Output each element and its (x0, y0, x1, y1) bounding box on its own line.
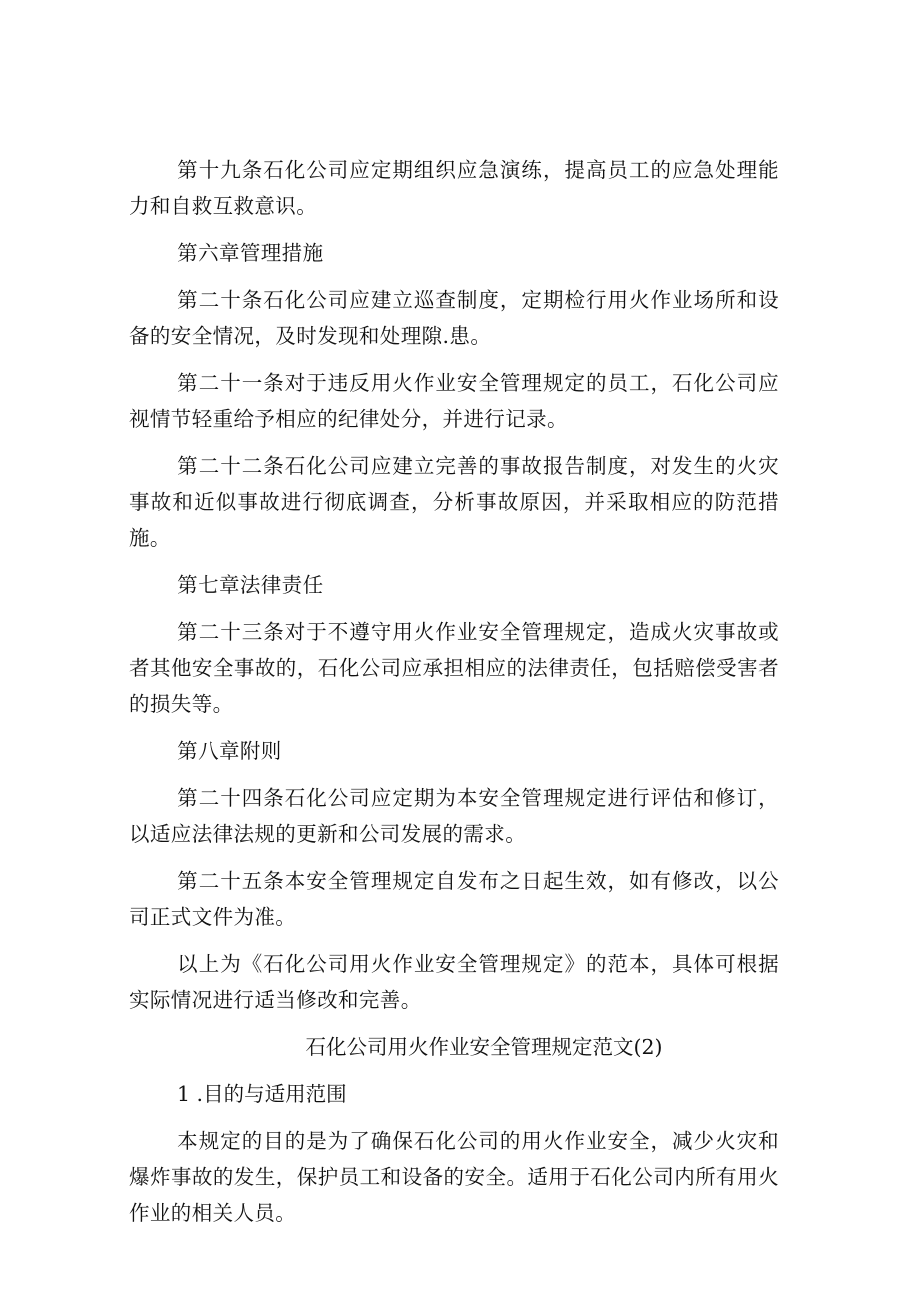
document-body (129, 152, 779, 1242)
article-21: 第二十一条对于违反用火作业安全管理规定的员工，石化公司应视情节轻重给予相应的纪律处分，并进行记录。 (129, 371, 779, 431)
article-25: 第二十五条本安全管理规定自发布之日起生效，如有修改，以公司正式文件为准。 (129, 869, 779, 929)
purpose-paragraph: 本规定的目的是为了确保石化公司的用火作业安全，减少火灾和爆炸事故的发生，保护员工和设备的安全。适用于石化公司内所有用火作业的相关人员。 (129, 1129, 779, 1225)
section-title: 石化公司用火作业安全管理规定范文(2) (305, 1035, 663, 1059)
article-24: 第二十四条石化公司应定期为本安全管理规定进行评估和修订，以适应法律法规的更新和公司发展的需求。 (129, 786, 779, 846)
chapter-6-heading: 第六章管理措施 (177, 241, 324, 265)
item-1-heading: 1 .目的与适用范围 (177, 1082, 347, 1106)
article-19: 第十九条石化公司应定期组织应急演练，提高员工的应急处理能力和自救互救意识。 (129, 158, 779, 218)
closing-note: 以上为《石化公司用火作业安全管理规定》的范本，具体可根据实际情况进行适当修改和完善。 (129, 952, 779, 1012)
article-23: 第二十三条对于不遵守用火作业安全管理规定，造成火灾事故或者其他安全事故的，石化公司应承担相应的法律责任，包括赔偿受害者的损失等。 (129, 620, 779, 716)
chapter-7-heading: 第七章法律责任 (177, 573, 324, 597)
chapter-8-heading: 第八章附则 (177, 739, 282, 763)
article-22: 第二十二条石化公司应建立完善的事故报告制度，对发生的火灾事故和近似事故进行彻底调查，分析事故原因，并采取相应的防范措施。 (129, 454, 779, 550)
article-20: 第二十条石化公司应建立巡查制度，定期检行用火作业场所和设备的安全情况，及时发现和处理隙.患。 (129, 288, 779, 348)
